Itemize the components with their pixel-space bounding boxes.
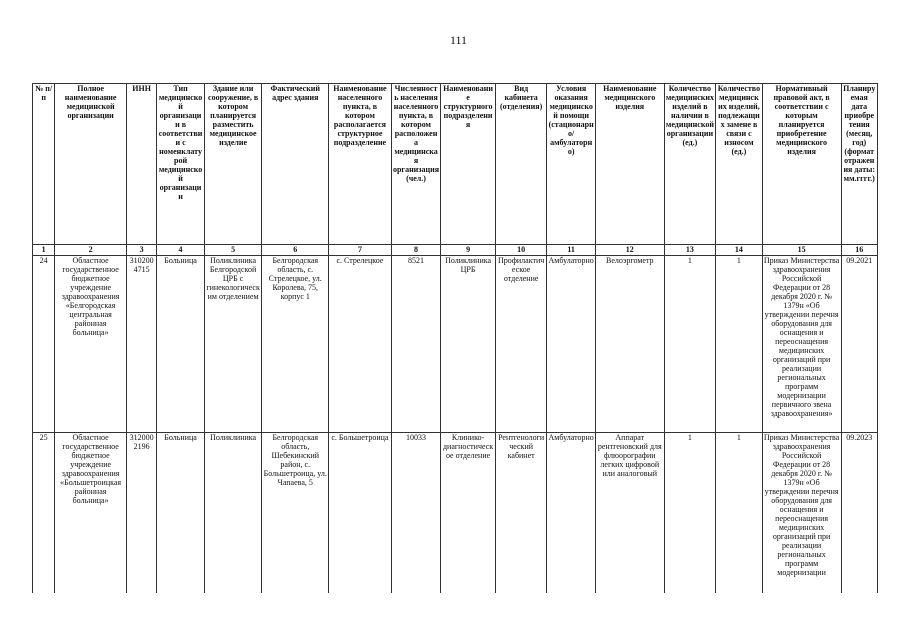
header-cell: Вид кабинета (отделения)	[495, 84, 547, 245]
header-cell: ИНН	[126, 84, 156, 245]
equipment-table	[32, 83, 878, 593]
table-cell: 09.2021	[841, 256, 878, 433]
header-cell: Условия оказания медицинской помощи (стационарно/амбулаторно)	[547, 84, 596, 245]
table-cell: с. Стрелецкое	[329, 256, 392, 433]
header-cell: Здание или сооружение, в котором планируется разместить медицинское изделие	[204, 84, 262, 245]
column-number: 14	[716, 245, 762, 256]
table-cell: 09.2023	[841, 433, 878, 594]
column-number: 10	[495, 245, 547, 256]
table-cell: Поликлиника Белгородской ЦРБ с гинекологическим отделением	[204, 256, 262, 433]
column-number: 8	[391, 245, 441, 256]
header-cell: Наименование структурного подразделения	[441, 84, 496, 245]
column-number: 1	[33, 245, 55, 256]
column-number: 3	[126, 245, 156, 256]
header-cell: Наименование медицинского изделия	[595, 84, 664, 245]
header-cell: Наименование населенного пункта, в котором располагается структурное подразделение	[329, 84, 392, 245]
table-cell: 1	[664, 433, 716, 594]
table-cell: Областное государственное бюджетное учреждение здравоохранения «Белгородская центральная районная больница»	[55, 256, 127, 433]
table-cell: 10033	[391, 433, 441, 594]
column-number: 7	[329, 245, 392, 256]
header-cell: Полное наименование медицинской организации	[55, 84, 127, 245]
header-row	[33, 84, 878, 245]
table-cell: Рентгенологический кабинет	[495, 433, 547, 594]
table-cell: Поликлиника	[204, 433, 262, 594]
table-cell: 1	[664, 256, 716, 433]
page-number: 111	[449, 33, 468, 47]
table-cell: 25	[33, 433, 55, 594]
table-cell: Велоэргометр	[595, 256, 664, 433]
table-cell: с. Большетроица	[329, 433, 392, 594]
column-number: 9	[441, 245, 496, 256]
table-cell: 24	[33, 256, 55, 433]
table-cell: Белгородская область, Шебекинский район, с. Большетроица, ул. Чапаева, 5	[262, 433, 329, 594]
column-number: 12	[595, 245, 664, 256]
header-cell: Фактический адрес здания	[262, 84, 329, 245]
column-number: 2	[55, 245, 127, 256]
header-cell: Тип медицинской организации в соответствии с номенклатурой медицинской организации	[157, 84, 205, 245]
table-cell: Белгородская область, с. Стрелецкое, ул. Королева, 75, корпус 1	[262, 256, 329, 433]
column-number: 16	[841, 245, 878, 256]
table-cell: Больница	[157, 256, 205, 433]
table-cell: 8521	[391, 256, 441, 433]
table-cell: Больница	[157, 433, 205, 594]
header-cell: Численность населения населенного пункта, в котором расположена медицинская организация (чел.)	[391, 84, 441, 245]
column-number: 6	[262, 245, 329, 256]
column-number-row	[33, 245, 878, 256]
table-cell: 1	[716, 433, 762, 594]
table-row	[33, 256, 878, 433]
table-cell: Приказ Министерства здравоохранения Российской Федерации от 28 декабря 2020 г. № 1379н «Об утверждении перечня оборудования для оснащения и переоснащения медицинских организаций при реализации региональных программ модернизации первичного звена здравоохранения»	[762, 256, 841, 433]
table-cell: 3102004715	[126, 256, 156, 433]
table-row	[33, 433, 878, 594]
table-cell: 3120002196	[126, 433, 156, 594]
header-cell: № п/п	[33, 84, 55, 245]
column-number: 11	[547, 245, 596, 256]
table-cell: Амбулаторно	[547, 256, 596, 433]
header-cell: Планируемая дата приобретения (месяц, год) (формат отражения даты: мм.гггг.)	[841, 84, 878, 245]
table-cell: Клинико-диагностическое отделение	[441, 433, 496, 594]
table-cell: Профилактическое отделение	[495, 256, 547, 433]
column-number: 13	[664, 245, 716, 256]
column-number: 15	[762, 245, 841, 256]
table-cell: Поликлиника ЦРБ	[441, 256, 496, 433]
header-cell: Нормативный правовой акт, в соответствии с которым планируется приобретение медицинского изделия	[762, 84, 841, 245]
table-cell: Областное государственное бюджетное учреждение здравоохранения «Большетроицкая районная больница»	[55, 433, 127, 594]
table-cell: Приказ Министерства здравоохранения Российской Федерации от 28 декабря 2020 г. № 1379н «Об утверждении перечня оборудования для оснащения и переоснащения медицинских организаций при реализации региональных программ модернизации	[762, 433, 841, 594]
column-number: 4	[157, 245, 205, 256]
column-number: 5	[204, 245, 262, 256]
table-cell: Амбулаторно	[547, 433, 596, 594]
table-cell: 1	[716, 256, 762, 433]
table-cell: Аппарат рентгеновский для флюорографии легких цифровой или аналоговый	[595, 433, 664, 594]
header-cell: Количество медицинских изделий в наличии в медицинской организации (ед.)	[664, 84, 716, 245]
header-cell: Количество медицинских изделий, подлежащих замене в связи с износом (ед.)	[716, 84, 762, 245]
